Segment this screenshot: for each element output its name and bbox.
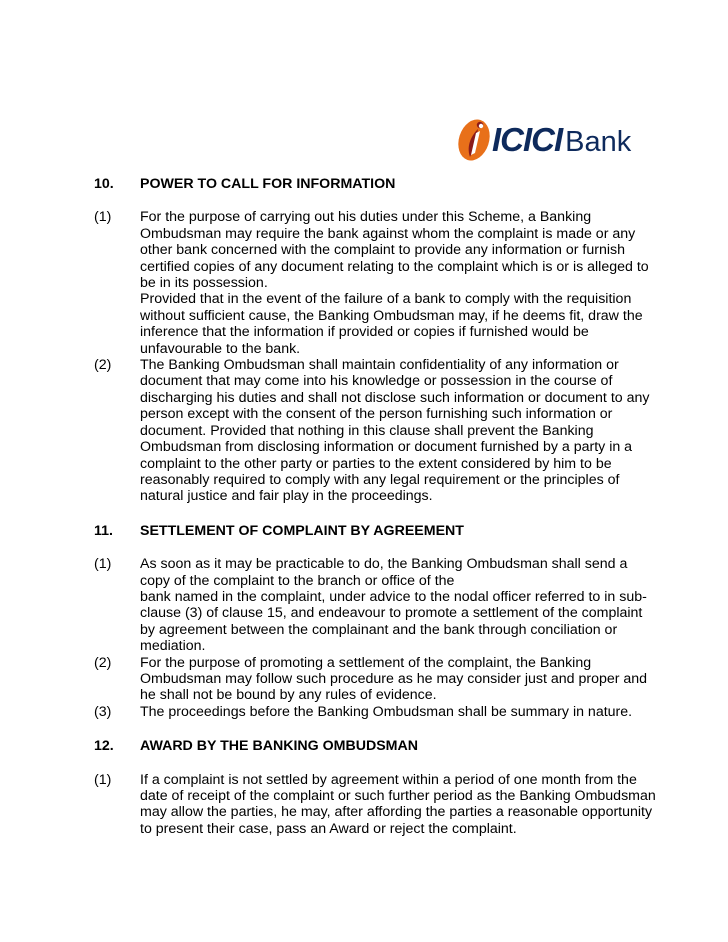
section-number: 11.	[94, 522, 113, 539]
section-title: POWER TO CALL FOR INFORMATION	[140, 176, 396, 192]
section-heading	[94, 176, 664, 192]
clause-number: (1)	[94, 556, 112, 573]
clause-number: (3)	[94, 703, 112, 720]
clause	[94, 556, 664, 654]
logo-icici-text: ICICI	[492, 121, 563, 158]
clause	[94, 655, 664, 704]
clause-text: For the purpose of promoting a settlement of the complaint, the Banking Ombudsman may follow such procedure as he may consider just and proper and he shall not be bound by any rules of evidence.	[140, 654, 648, 704]
clause	[94, 209, 664, 357]
section-title: SETTLEMENT OF COMPLAINT BY AGREEMENT	[140, 522, 464, 539]
section-number: 12.	[94, 738, 114, 755]
section-heading	[94, 738, 664, 754]
logo-bank-text: Bank	[565, 126, 632, 158]
icici-swirl-icon	[456, 115, 496, 165]
section-number: 10.	[94, 176, 114, 192]
clause	[94, 704, 664, 720]
section-heading	[94, 523, 664, 539]
clause-number: (1)	[94, 209, 112, 226]
clause-number: (2)	[94, 654, 112, 671]
clause-text: If a complaint is not settled by agreement within a period of one month from the date of receipt of the complaint or such further period as the Banking Ombudsman may allow the parties, he may, after affording the parties a reasonable opportunity to present their case, pass an Award or reject the complaint.	[140, 771, 656, 837]
clause-text: The Banking Ombudsman shall maintain confidentiality of any information or document that may come into his knowledge or possession in the course of discharging his duties and shall not disclose such information or document to any person except with the consent of the person furnishing such information or document. Provided that nothing in this clause shall prevent the Banking Ombudsman from disclosing information or document furnished by a party in a complaint to the other party or parties to the extent considered by him to be reasonably required to comply with any legal requirement or the principles of natural justice and fair play in the proceedings.	[140, 357, 650, 505]
clause-text: As soon as it may be practicable to do, the Banking Ombudsman shall send a copy of the complaint to the branch or office of the bank named in the complaint, under advice to the nodal officer referred to in sub- clause (3) of clause 15, and endeavour to promote a settlement of the complaint by agreement between the complainant and the bank through conciliation or mediation.	[140, 556, 647, 655]
clause-text: For the purpose of carrying out his duties under this Scheme, a Banking Ombudsman may require the bank against whom the complaint is made or any other bank concerned with the complaint to provide any information or furnish certified copies of any document relating to the complaint which is or is alleged to be in its possession. Provided that in the event of the failure of a bank to comply with the requisition without sufficient cause, the Banking Ombudsman may, if he deems fit, draw the inference that the information if provided or copies if furnished would be unfavourable to the bank.	[140, 209, 649, 357]
clause	[94, 772, 664, 838]
clause	[94, 357, 664, 505]
icici-bank-logo	[456, 115, 666, 165]
logo-wordmark	[492, 122, 631, 165]
document-body	[94, 176, 664, 837]
clause-number: (2)	[94, 357, 112, 374]
clause-text: The proceedings before the Banking Ombudsman shall be summary in nature.	[140, 703, 633, 720]
section-title: AWARD BY THE BANKING OMBUDSMAN	[140, 738, 418, 755]
clause-number: (1)	[94, 771, 112, 788]
